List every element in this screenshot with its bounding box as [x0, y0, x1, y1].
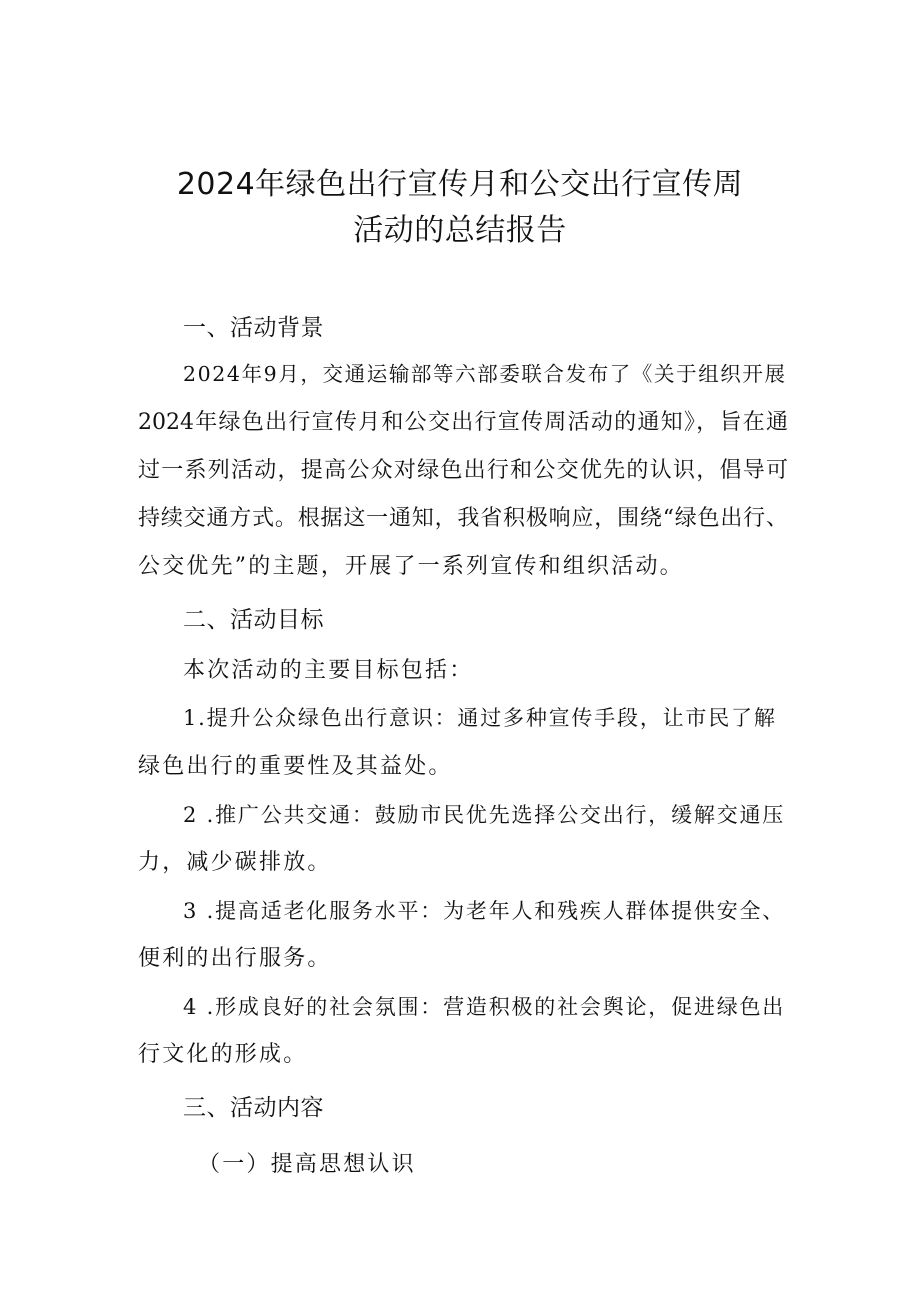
goal-item-3-line-1: 3 .提高适老化服务水平：为老年人和残疾人群体提供安全、	[183, 899, 786, 923]
goal-item-3-line-2: 便利的出行服务。	[138, 946, 332, 971]
section-heading-background: 一、活动背景	[183, 315, 324, 341]
paragraph-line: 2024年9月，交通运输部等六部委联合发布了《关于组织开展	[183, 362, 787, 386]
paragraph-line: 过一系列活动，提高公众对绿色出行和公交优先的认识，倡导可	[138, 458, 788, 483]
title-line-1: 2024年绿色出行宣传月和公交出行宣传周	[176, 167, 744, 202]
goal-item-4-line-1: 4 .形成良好的社会氛围：营造积极的社会舆论，促进绿色出	[183, 995, 786, 1019]
paragraph-line: 2024年绿色出行宣传月和公交出行宣传周活动的通知》，旨在通	[138, 410, 788, 435]
document-title	[0, 162, 920, 254]
section-heading-content: 三、活动内容	[183, 1095, 324, 1121]
paragraph-line: 持续交通方式。根据这一通知，我省积极响应，围绕“绿色出行、	[138, 506, 788, 531]
goals-intro: 本次活动的主要目标包括：	[183, 658, 474, 683]
section-heading-goals: 二、活动目标	[183, 607, 324, 633]
goal-item-2-line-1: 2 .推广公共交通：鼓励市民优先选择公交出行，缓解交通压	[183, 803, 786, 827]
paragraph-line: 公交优先”的主题，开展了一系列宣传和组织活动。	[138, 554, 684, 579]
goal-item-4-line-2: 行文化的形成。	[138, 1042, 308, 1067]
goal-item-2-line-2: 力，减少碳排放。	[138, 850, 332, 875]
subsection-heading: （一）提高思想认识	[198, 1152, 416, 1177]
title-line-2: 活动的总结报告	[353, 213, 567, 248]
goal-item-1-line-2: 绿色出行的重要性及其益处。	[138, 754, 453, 779]
goal-item-1-line-1: 1.提升公众绿色出行意识：通过多种宣传手段，让市民了解	[183, 706, 777, 730]
